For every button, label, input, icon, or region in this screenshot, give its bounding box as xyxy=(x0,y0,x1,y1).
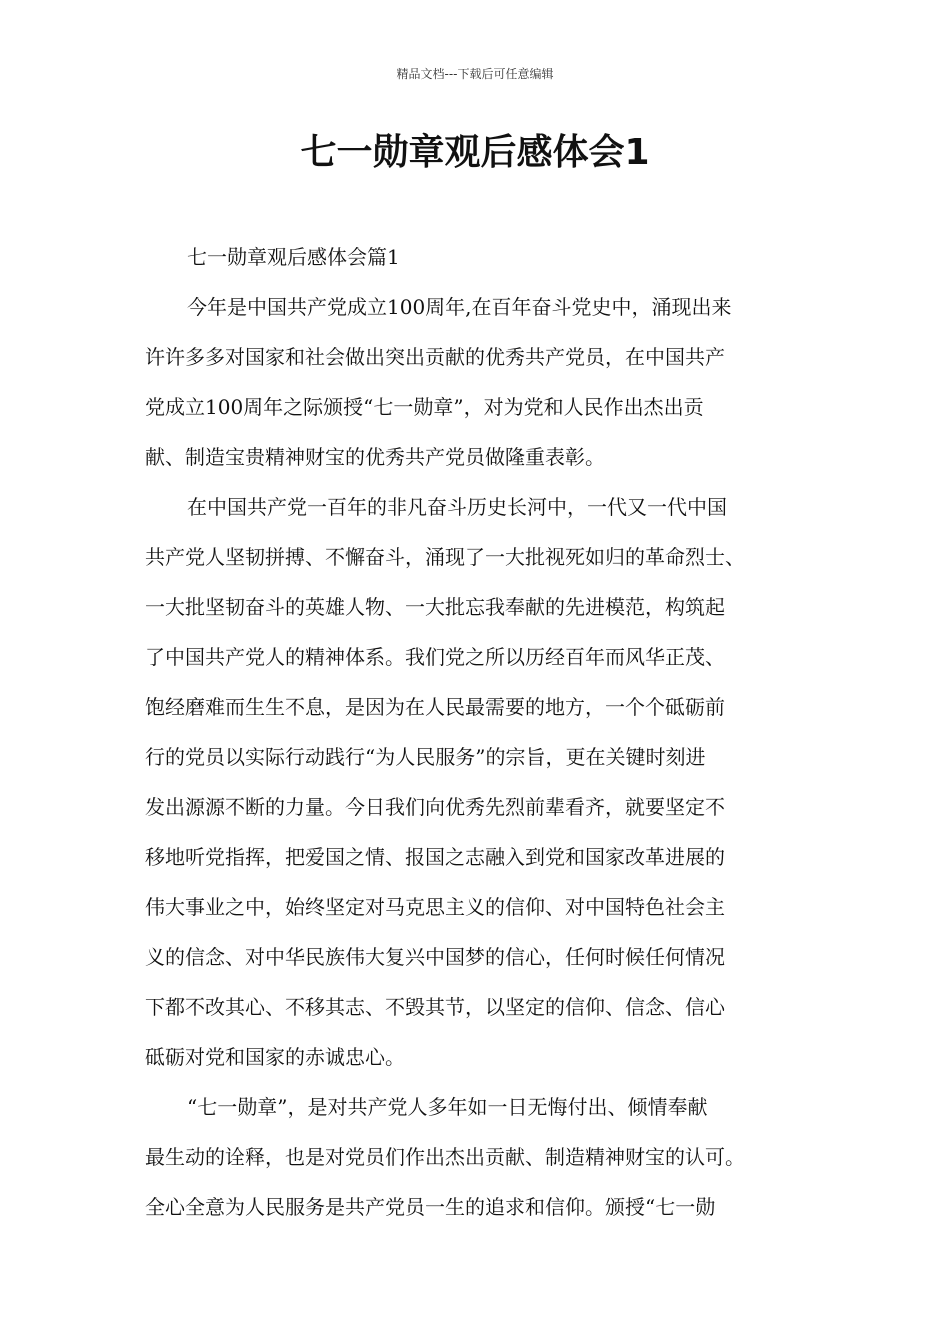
paragraph-line: 发出源源不断的力量。今日我们向优秀先烈前辈看齐，就要坚定不 xyxy=(145,795,725,819)
document-title: 七一勋章观后感体会1 xyxy=(300,132,650,173)
paragraph-line: 伟大事业之中，始终坚定对马克思主义的信仰、对中国特色社会主 xyxy=(145,895,725,919)
paragraph-line: 许许多多对国家和社会做出突出贡献的优秀共产党员，在中国共产 xyxy=(145,345,725,369)
paragraph-2 xyxy=(145,482,805,1082)
paragraph-line: 了中国共产党人的精神体系。我们党之所以历经百年而风华正茂、 xyxy=(145,645,725,669)
paragraph-line: 共产党人坚韧拼搏、不懈奋斗，涌现了一大批视死如归的革命烈士、 xyxy=(145,545,745,569)
paragraph-line: 砥砺对党和国家的赤诚忠心。 xyxy=(145,1045,405,1069)
paragraph-3 xyxy=(145,1082,805,1232)
paragraph-line: 饱经磨难而生生不息，是因为在人民最需要的地方，一个个砥砺前 xyxy=(145,695,725,719)
header-note: 精品文档---下载后可任意编辑 xyxy=(396,67,554,81)
section-subtitle: 七一勋章观后感体会篇1 xyxy=(187,245,400,269)
paragraph-line: 行的党员以实际行动践行“为人民服务”的宗旨，更在关键时刻进 xyxy=(145,745,706,769)
paragraph-line: 在中国共产党一百年的非凡奋斗历史长河中，一代又一代中国 xyxy=(187,495,727,519)
paragraph-line: 今年是中国共产党成立100周年,在百年奋斗党史中，涌现出来 xyxy=(187,295,732,319)
paragraph-line: 全心全意为人民服务是共产党员一生的追求和信仰。颁授“七一勋 xyxy=(145,1195,716,1219)
paragraph-line: 党成立100周年之际颁授“七一勋章”，对为党和人民作出杰出贡 xyxy=(145,395,704,419)
paragraph-line: 最生动的诠释，也是对党员们作出杰出贡献、制造精神财宝的认可。 xyxy=(145,1145,745,1169)
paragraph-line: 一大批坚韧奋斗的英雄人物、一大批忘我奉献的先进模范，构筑起 xyxy=(145,595,725,619)
paragraph-line: 义的信念、对中华民族伟大复兴中国梦的信心，任何时候任何情况 xyxy=(145,945,725,969)
document-body xyxy=(145,232,805,1232)
paragraph-1 xyxy=(145,282,805,482)
paragraph-line: 献、制造宝贵精神财宝的优秀共产党员做隆重表彰。 xyxy=(145,445,605,469)
paragraph-line: 下都不改其心、不移其志、不毁其节，以坚定的信仰、信念、信心 xyxy=(145,995,725,1019)
paragraph-line: “七一勋章”，是对共产党人多年如一日无悔付出、倾情奉献 xyxy=(187,1095,708,1119)
paragraph-line: 移地听党指挥，把爱国之情、报国之志融入到党和国家改革进展的 xyxy=(145,845,725,869)
